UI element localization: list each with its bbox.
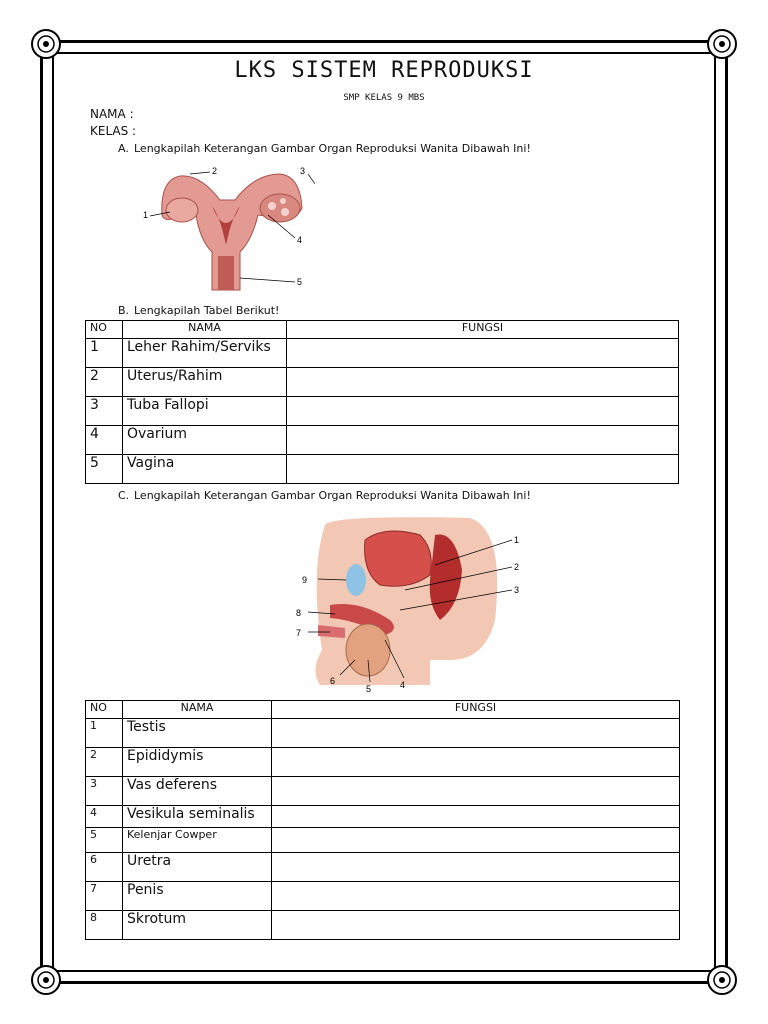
row-no: 8 [86,911,123,940]
diagram-label: 4 [400,680,406,690]
row-nama: Uretra [123,853,272,882]
column-header-nama: NAMA [123,321,287,339]
row-fungsi-field[interactable] [272,911,680,940]
diagram-label: 6 [330,676,336,686]
row-nama: Penis [123,882,272,911]
diagram-label: 4 [297,235,303,245]
diagram-label: 2 [212,166,218,176]
row-nama: Vagina [123,455,287,484]
row-nama: Kelenjar Cowper [123,828,272,853]
diagram-label: 7 [296,628,302,638]
female-organ-table [85,320,679,484]
table-row [86,806,680,828]
column-header-fungsi: FUNGSI [272,701,680,719]
row-nama: Vas deferens [123,777,272,806]
table-row [86,339,679,368]
male-organ-table [85,700,680,940]
row-fungsi-field[interactable] [272,853,680,882]
diagram-label: 9 [302,575,308,585]
row-fungsi-field[interactable] [272,828,680,853]
row-fungsi-field[interactable] [287,397,679,426]
table-header-row [86,701,680,719]
section-letter: B. [118,304,130,317]
row-nama: Ovarium [123,426,287,455]
row-nama: Skrotum [123,911,272,940]
corner-ornament-icon [28,26,64,62]
diagram-label: 3 [300,166,306,176]
table-row [86,853,680,882]
corner-ornament-icon [704,26,740,62]
row-no: 5 [86,455,123,484]
diagram-label: 2 [514,562,520,572]
section-text: Lengkapilah Keterangan Gambar Organ Reproduksi Wanita Dibawah Ini! [134,142,531,155]
table-row [86,455,679,484]
nama-field-label: NAMA : [90,107,134,121]
section-letter: A. [118,142,129,155]
row-nama: Epididymis [123,748,272,777]
table-row [86,397,679,426]
row-no: 2 [86,368,123,397]
page-subtitle: SMP KELAS 9 MBS [343,93,425,103]
kelas-field-label: KELAS : [90,124,137,138]
row-fungsi-field[interactable] [287,339,679,368]
table-row [86,911,680,940]
row-fungsi-field[interactable] [272,719,680,748]
table-row [86,426,679,455]
section-a-instruction [118,142,531,155]
row-no: 3 [86,397,123,426]
section-text: Lengkapilah Keterangan Gambar Organ Reproduksi Wanita Dibawah Ini! [134,489,531,502]
row-no: 1 [86,719,123,748]
table-header-row [86,321,679,339]
row-no: 2 [86,748,123,777]
section-letter: C. [118,489,130,502]
table-row [86,777,680,806]
row-fungsi-field[interactable] [287,455,679,484]
row-fungsi-field[interactable] [272,777,680,806]
row-no: 4 [86,426,123,455]
row-no: 1 [86,339,123,368]
row-nama: Vesikula seminalis [123,806,272,828]
row-nama: Testis [123,719,272,748]
table-row [86,828,680,853]
corner-ornament-icon [704,962,740,998]
female-reproductive-diagram [140,160,315,300]
row-fungsi-field[interactable] [272,806,680,828]
column-header-fungsi: FUNGSI [287,321,679,339]
column-header-no: NO [86,701,123,719]
diagram-label: 1 [143,210,149,220]
diagram-label: 5 [297,277,303,287]
table-row [86,748,680,777]
row-no: 7 [86,882,123,911]
section-c-instruction [118,489,531,502]
row-no: 4 [86,806,123,828]
row-fungsi-field[interactable] [287,426,679,455]
diagram-label: 5 [366,684,372,694]
section-text: Lengkapilah Tabel Berikut! [134,304,280,317]
diagram-label: 3 [514,585,520,595]
row-no: 6 [86,853,123,882]
row-nama: Uterus/Rahim [123,368,287,397]
diagram-label: 8 [296,608,302,618]
male-reproductive-diagram [290,510,530,695]
column-header-no: NO [86,321,123,339]
row-no: 3 [86,777,123,806]
table-row [86,882,680,911]
diagram-label: 1 [514,535,520,545]
column-header-nama: NAMA [123,701,272,719]
page-title: LKS SISTEM REPRODUKSI [234,58,534,83]
row-fungsi-field[interactable] [272,748,680,777]
row-no: 5 [86,828,123,853]
row-nama: Leher Rahim/Serviks [123,339,287,368]
corner-ornament-icon [28,962,64,998]
table-row [86,719,680,748]
table-row [86,368,679,397]
section-b-instruction [118,304,279,317]
row-fungsi-field[interactable] [272,882,680,911]
row-fungsi-field[interactable] [287,368,679,397]
row-nama: Tuba Fallopi [123,397,287,426]
